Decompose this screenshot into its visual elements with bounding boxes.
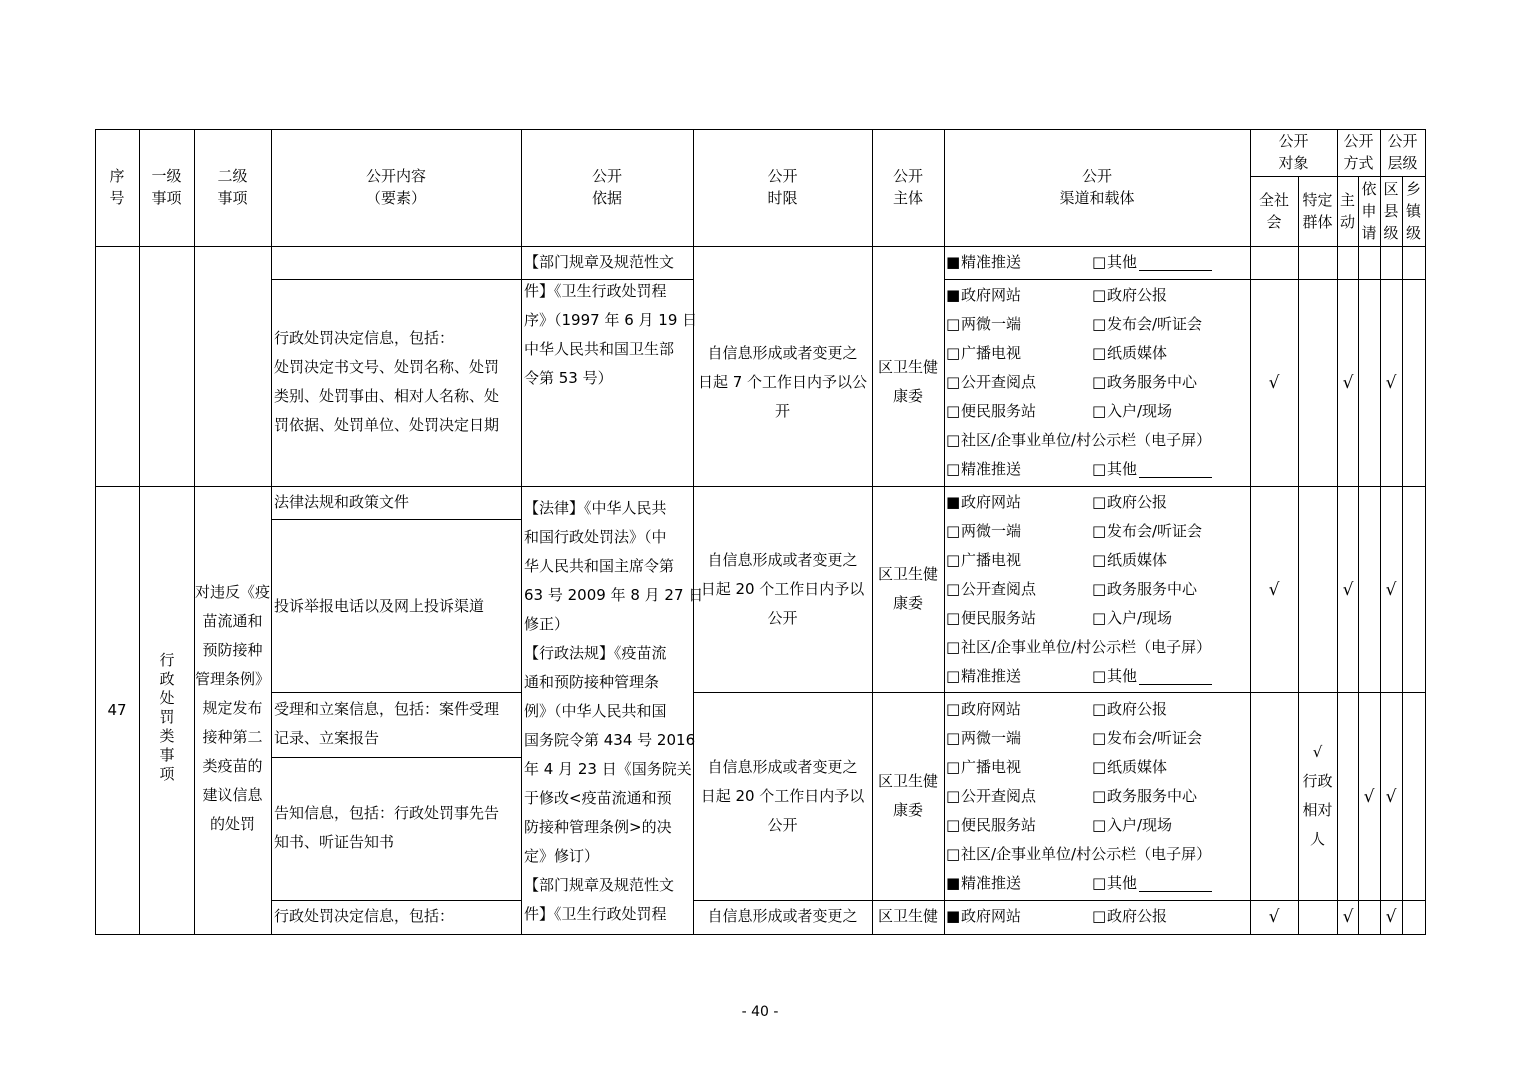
unchecked-box: □ xyxy=(946,431,961,449)
top-subject: 区卫生健 康委 xyxy=(877,358,938,405)
unchecked-box: □ xyxy=(1092,874,1107,892)
header-time-limit: 公开 时限 xyxy=(767,167,798,207)
unchecked-box: □ xyxy=(946,845,961,863)
unchecked-box: □ xyxy=(1092,460,1107,478)
channel-other: 其他 xyxy=(1107,253,1138,271)
specific-target-cell: √ 行政 相对 人 xyxy=(1302,743,1333,848)
unchecked-box: □ xyxy=(946,580,961,598)
row47-subject-b: 区卫生健 康委 xyxy=(877,772,938,819)
blank-fill-line xyxy=(1139,461,1212,478)
col-line xyxy=(944,129,945,935)
channel-block xyxy=(946,488,1249,692)
channel-other: 其他 xyxy=(1107,874,1138,892)
channel-two-micro: 两微一端 xyxy=(961,522,1022,540)
row47-subject-a: 区卫生健 康委 xyxy=(877,565,938,612)
unchecked-box: □ xyxy=(946,729,961,747)
channel-precise-push: 精准推送 xyxy=(961,460,1022,478)
unchecked-box: □ xyxy=(1092,373,1107,391)
channel-two-micro: 两微一端 xyxy=(961,729,1022,747)
channel-public-reading: 公开查阅点 xyxy=(961,580,1037,598)
unchecked-box: □ xyxy=(946,522,961,540)
unchecked-box: □ xyxy=(1092,344,1107,362)
channel-gov-website: 政府网站 xyxy=(961,700,1022,718)
header-mode: 公开 方式 xyxy=(1343,132,1374,172)
unchecked-box: □ xyxy=(1092,729,1107,747)
channel-service-center: 政务服务中心 xyxy=(1107,580,1198,598)
header-basis: 公开 依据 xyxy=(591,167,622,207)
row47-content-decision: 行政处罚决定信息，包括： xyxy=(274,907,455,925)
tick-level-county: √ xyxy=(1385,787,1397,807)
channel-public-reading: 公开查阅点 xyxy=(961,373,1037,391)
blank-fill-line xyxy=(1139,254,1212,271)
header-level2: 二级 事项 xyxy=(217,167,248,207)
channel-gov-gazette: 政府公报 xyxy=(1107,286,1168,304)
channel-precise-push: 精准推送 xyxy=(961,874,1022,892)
top-content-text: 行政处罚决定信息，包括： 处罚决定书文号、处罚名称、处罚 类别、处罚事由、相对人名称、处 罚依据、处罚单位、处罚决定日期 xyxy=(274,329,500,434)
row47-time-limit-a: 自信息形成或者变更之 日起 20 个工作日内予以 公开 xyxy=(700,551,865,627)
channel-press: 发布会/听证会 xyxy=(1107,522,1203,540)
col-line xyxy=(1337,129,1338,935)
header-level-town: 乡 镇 级 xyxy=(1405,180,1421,242)
col-line xyxy=(1358,176,1359,935)
channel-gov-website: 政府网站 xyxy=(961,907,1022,925)
row-divider xyxy=(271,692,522,693)
header-target-specific: 特定 群体 xyxy=(1302,191,1333,231)
channel-two-micro: 两微一端 xyxy=(961,315,1022,333)
unchecked-box: □ xyxy=(1092,907,1107,925)
row-divider xyxy=(271,900,522,901)
unchecked-box: □ xyxy=(1092,253,1107,271)
unchecked-box: □ xyxy=(1092,551,1107,569)
channel-door-to-door: 入户/现场 xyxy=(1107,402,1173,420)
unchecked-box: □ xyxy=(1092,402,1107,420)
checked-box: ■ xyxy=(946,907,961,925)
channel-press: 发布会/听证会 xyxy=(1107,729,1203,747)
unchecked-box: □ xyxy=(946,315,961,333)
row47-content-laws: 法律法规和政策文件 xyxy=(274,493,410,511)
row47-content-notice: 告知信息，包括：行政处罚事先告 知书、听证告知书 xyxy=(274,804,500,851)
tick-mode-active: √ xyxy=(1342,373,1354,393)
header-divider xyxy=(95,246,1426,247)
unchecked-box: □ xyxy=(1092,609,1107,627)
unchecked-box: □ xyxy=(946,609,961,627)
channel-convenience-station: 便民服务站 xyxy=(961,609,1037,627)
unchecked-box: □ xyxy=(1092,787,1107,805)
tick-all-society: √ xyxy=(1268,373,1280,393)
unchecked-box: □ xyxy=(946,758,961,776)
unchecked-box: □ xyxy=(1092,286,1107,304)
unchecked-box: □ xyxy=(946,551,961,569)
row47-basis-text: 【法律】《中华人民共 和国行政处罚法》（中 华人民共和国主席令第 63 号 2009 年 8 月 27 日 修正） 【行政法规】《疫苗流 通和预防接种管理条 例》（中华人民共和国 国务院令第 434 号 2016 年 4 月 23 日《国务院关 于修改<疫苗流通和预 防接种管理条例>的决 定》修订） 【部门规章及规范性文 件】《卫生行政处罚程 xyxy=(524,499,704,923)
unchecked-box: □ xyxy=(946,460,961,478)
col-line xyxy=(95,129,96,935)
tick-level-county: √ xyxy=(1385,580,1397,600)
unchecked-box: □ xyxy=(946,816,961,834)
col-line xyxy=(521,129,522,935)
channel-paper: 纸质媒体 xyxy=(1107,344,1168,362)
header-level1: 一级 事项 xyxy=(151,167,182,207)
channel-press: 发布会/听证会 xyxy=(1107,315,1203,333)
unchecked-box: □ xyxy=(946,638,961,656)
blank-fill-line xyxy=(1139,875,1212,892)
row47-seq: 47 xyxy=(107,701,127,719)
channel-gov-gazette: 政府公报 xyxy=(1107,700,1168,718)
channel-bulletin: 社区/企事业单位/村公示栏（电子屏） xyxy=(961,845,1212,863)
checked-box: ■ xyxy=(946,874,961,892)
header-channel: 公开 渠道和载体 xyxy=(1059,167,1135,207)
unchecked-box: □ xyxy=(1092,315,1107,333)
channel-service-center: 政务服务中心 xyxy=(1107,373,1198,391)
header-divider-sub xyxy=(1250,176,1426,177)
tick-all-society: √ xyxy=(1268,907,1280,927)
channel-other: 其他 xyxy=(1107,667,1138,685)
unchecked-box: □ xyxy=(946,402,961,420)
table-border-bottom xyxy=(95,934,1426,935)
channel-broadcast: 广播电视 xyxy=(961,758,1022,776)
row47-content-case: 受理和立案信息，包括：案件受理 记录、立案报告 xyxy=(274,700,500,747)
page-number: - 40 - xyxy=(741,1004,779,1020)
unchecked-box: □ xyxy=(1092,522,1107,540)
header-level-county: 区 县 级 xyxy=(1383,180,1399,242)
channel-public-reading: 公开查阅点 xyxy=(961,787,1037,805)
row-divider xyxy=(693,692,1426,693)
channel-gov-gazette: 政府公报 xyxy=(1107,907,1168,925)
checked-box: ■ xyxy=(946,286,961,304)
row47-level1: 行政处罚类事项 xyxy=(159,651,175,783)
tick-mode-request: √ xyxy=(1363,787,1375,807)
unchecked-box: □ xyxy=(1092,667,1107,685)
header-target: 公开 对象 xyxy=(1278,132,1309,172)
header-content: 公开内容 （要素） xyxy=(365,167,426,207)
row-divider xyxy=(944,279,1426,280)
unchecked-box: □ xyxy=(946,700,961,718)
channel-broadcast: 广播电视 xyxy=(961,551,1022,569)
channel-precise-push: 精准推送 xyxy=(961,667,1022,685)
channel-paper: 纸质媒体 xyxy=(1107,551,1168,569)
unchecked-box: □ xyxy=(1092,758,1107,776)
tick-level-county: √ xyxy=(1385,907,1397,927)
channel-paper: 纸质媒体 xyxy=(1107,758,1168,776)
unchecked-box: □ xyxy=(1092,493,1107,511)
row-divider xyxy=(271,519,522,520)
channel-bulletin: 社区/企事业单位/村公示栏（电子屏） xyxy=(961,431,1212,449)
tick-all-society: √ xyxy=(1268,580,1280,600)
header-target-all: 全社 会 xyxy=(1258,191,1289,231)
checked-box: ■ xyxy=(946,253,961,271)
top-basis-text: 【部门规章及规范性文 件】《卫生行政处罚程 序》（1997 年 6 月 19 日 中华人民共和国卫生部 令第 53 号） xyxy=(524,253,698,387)
channel-precise-push: 精准推送 xyxy=(961,253,1022,271)
channel-block xyxy=(946,695,1249,899)
row47-time-limit-c: 自信息形成或者变更之 xyxy=(707,907,858,925)
top-time-limit: 自信息形成或者变更之 日起 7 个工作日内予以公 开 xyxy=(697,344,868,420)
channel-gov-gazette: 政府公报 xyxy=(1107,493,1168,511)
col-line xyxy=(1380,129,1381,935)
tick-mode-active: √ xyxy=(1342,580,1354,600)
unchecked-box: □ xyxy=(1092,580,1107,598)
blank-fill-line xyxy=(1139,668,1212,685)
channel-door-to-door: 入户/现场 xyxy=(1107,609,1173,627)
col-line xyxy=(1402,176,1403,935)
col-line xyxy=(1250,129,1251,935)
row-divider xyxy=(271,757,522,758)
channel-door-to-door: 入户/现场 xyxy=(1107,816,1173,834)
channel-gov-website: 政府网站 xyxy=(961,286,1022,304)
header-subject: 公开 主体 xyxy=(892,167,923,207)
unchecked-box: □ xyxy=(1092,700,1107,718)
col-line xyxy=(139,129,140,935)
channel-block xyxy=(946,902,1249,932)
tick-mode-active: √ xyxy=(1342,907,1354,927)
channel-convenience-station: 便民服务站 xyxy=(961,816,1037,834)
header-level: 公开 层级 xyxy=(1387,132,1418,172)
unchecked-box: □ xyxy=(946,787,961,805)
row47-content-complaint: 投诉举报电话以及网上投诉渠道 xyxy=(274,597,485,615)
channel-convenience-station: 便民服务站 xyxy=(961,402,1037,420)
table-border-top xyxy=(95,129,1426,130)
channel-service-center: 政务服务中心 xyxy=(1107,787,1198,805)
tick-level-county: √ xyxy=(1385,373,1397,393)
header-seq: 序 号 xyxy=(109,167,125,207)
row-divider xyxy=(95,486,1426,487)
unchecked-box: □ xyxy=(1092,816,1107,834)
header-mode-request: 依 申 请 xyxy=(1361,180,1377,242)
channel-broadcast: 广播电视 xyxy=(961,344,1022,362)
row47-level2: 对违反《疫 苗流通和 预防接种 管理条例》 规定发布 接种第二 类疫苗的 建议信息 的处罚 xyxy=(194,583,270,833)
channel-block xyxy=(946,281,1249,485)
row47-time-limit-b: 自信息形成或者变更之 日起 20 个工作日内予以 公开 xyxy=(700,758,865,834)
channel-block xyxy=(946,248,1249,278)
checked-box: ■ xyxy=(946,493,961,511)
disclosure-table xyxy=(95,129,1426,935)
unchecked-box: □ xyxy=(946,667,961,685)
channel-other: 其他 xyxy=(1107,460,1138,478)
row47-subject-c: 区卫生健 xyxy=(877,907,938,925)
channel-gov-website: 政府网站 xyxy=(961,493,1022,511)
unchecked-box: □ xyxy=(946,344,961,362)
header-mode-active: 主 动 xyxy=(1339,191,1355,231)
col-line xyxy=(1425,129,1426,935)
unchecked-box: □ xyxy=(946,373,961,391)
row-divider xyxy=(693,900,1426,901)
col-line xyxy=(271,129,272,935)
channel-bulletin: 社区/企事业单位/村公示栏（电子屏） xyxy=(961,638,1212,656)
